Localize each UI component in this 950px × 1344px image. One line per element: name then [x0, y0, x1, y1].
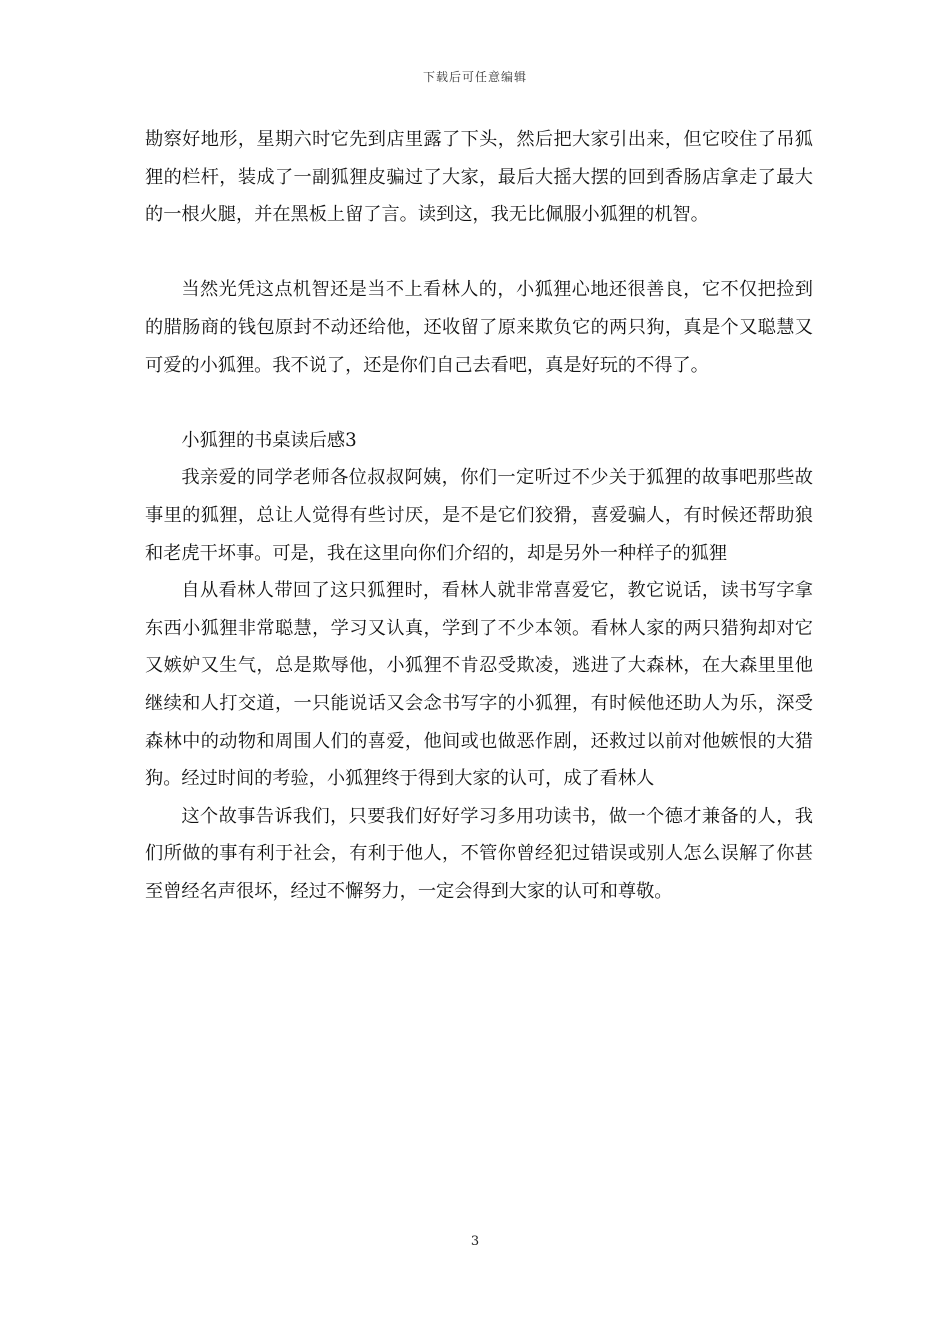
paragraph-continuation: 勘察好地形，星期六时它先到店里露了下头，然后把大家引出来，但它咬住了吊狐狸的栏杆，装成了一副狐狸皮骗过了大家，最后大摇大摆的回到香肠店拿走了最大的一根火腿，并在黑板上留了言。读到这，我无比佩服小狐狸的机智。 [145, 129, 813, 226]
paragraph: 我亲爱的同学老师各位叔叔阿姨，你们一定听过不少关于狐狸的故事吧那些故事里的狐狸，总让人觉得有些讨厌，是不是它们狡猾，喜爱骗人，有时候还帮助狼和老虎干坏事。可是，我在这里向你们介绍的，却是另外一种样子的狐狸 [145, 467, 813, 564]
paragraph-spacer [145, 234, 813, 272]
paragraph: 自从看林人带回了这只狐狸时，看林人就非常喜爱它，教它说话，读书写字拿东西小狐狸非常聪慧，学习又认真，学到了不少本领。看林人家的两只猎狗却对它又嫉妒又生气，总是欺辱他，小狐狸不肯忍受欺凌，逃进了大森林，在大森里里他继续和人打交道，一只能说话又会念书写字的小狐狸，有时候他还助人为乐，深受森林中的动物和周围人们的喜爱，他间或也做恶作剧，还救过以前对他嫉恨的大猎狗。经过时间的考验，小狐狸终于得到大家的认可，成了看林人 [145, 580, 813, 790]
section-heading: 小狐狸的书桌读后感3 [181, 429, 357, 451]
document-body [145, 121, 813, 910]
paragraph: 这个故事告诉我们，只要我们好好学习多用功读书，做一个德才兼备的人，我们所做的事有利于社会，有利于他人，不管你曾经犯过错误或别人怎么误解了你甚至曾经名声很坏，经过不懈努力，一定会得到大家的认可和尊敬。 [145, 805, 813, 902]
paragraph: 当然光凭这点机智还是当不上看林人的，小狐狸心地还很善良，它不仅把捡到的腊肠商的钱包原封不动还给他，还收留了原来欺负它的两只狗，真是个又聪慧又可爱的小狐狸。我不说了，还是你们自己去看吧，真是好玩的不得了。 [145, 279, 813, 376]
paragraph-spacer [145, 384, 813, 422]
page-number: 3 [470, 1234, 480, 1249]
page-header: 下载后可任意编辑 [422, 70, 527, 84]
